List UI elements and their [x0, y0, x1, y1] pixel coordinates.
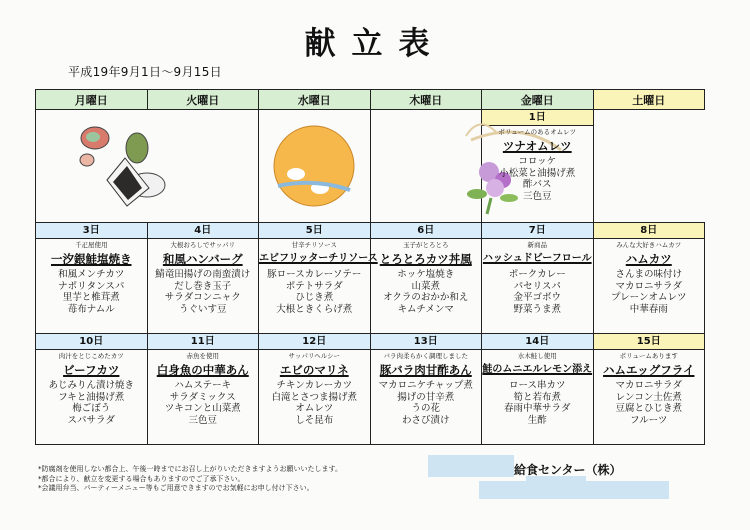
date-label: 12日: [259, 334, 370, 350]
menu-period: 平成19年9月1日～9月15日: [68, 65, 222, 79]
side-dish: 里芋と椎茸煮: [62, 292, 120, 303]
day-cell: [482, 223, 594, 334]
side-dishes: [36, 269, 147, 315]
side-dish: コロッケ: [518, 156, 557, 167]
side-dish: フルーツ: [630, 414, 668, 426]
weekday-tuesday: 火曜日: [147, 90, 259, 110]
dish-note: 水木鮭し使用: [517, 352, 557, 360]
side-dish: サラダミックス: [169, 391, 236, 403]
side-dish: あじみりん漬け焼き: [48, 380, 134, 391]
weekday-friday: 金曜日: [482, 90, 594, 110]
weekday-saturday: 土曜日: [593, 90, 705, 110]
side-dish: 大根ときくらげ煮: [276, 303, 353, 315]
side-dish: 春雨中華サラダ: [504, 403, 571, 414]
main-dish: エビフリッターチリソース: [259, 253, 378, 264]
side-dish: 酢バス: [522, 179, 552, 190]
side-dish: オクラのおかか和え: [383, 292, 469, 303]
dish-note: サッパリヘルシー: [288, 352, 341, 360]
company-name: 給食センター（株）: [514, 463, 622, 477]
page-title: 献立表: [304, 26, 446, 62]
day-cell: [147, 223, 259, 334]
side-dish: マカロニサラダ: [615, 280, 682, 292]
date-label: 7日: [482, 223, 593, 239]
side-dish: パセリスパ: [513, 280, 561, 292]
side-dish: 三色豆: [522, 190, 552, 202]
day-cell: [36, 334, 148, 445]
side-dishes: [148, 380, 259, 426]
side-dish: ポテトサラダ: [285, 280, 343, 292]
side-dish: うぐいす豆: [178, 303, 227, 315]
side-dishes: [594, 269, 705, 315]
side-dish: 鯖竜田揚げの南蛮漬け: [155, 269, 251, 280]
side-dish: 豚ロースカレーソテー: [267, 269, 362, 280]
side-dish: 山菜煮: [411, 280, 440, 292]
weekday-monday: 月曜日: [36, 90, 148, 110]
side-dish: 三色豆: [188, 414, 217, 426]
day-cell: [593, 223, 705, 334]
side-dishes: [594, 380, 705, 426]
main-dish: ハッシュドビーフロール: [482, 253, 592, 264]
day-cell: [147, 334, 259, 445]
side-dish: 金平ゴボウ: [513, 292, 561, 303]
week-row-3: [36, 334, 705, 445]
date-label: 1日: [482, 110, 593, 126]
date-label: 6日: [371, 223, 482, 239]
side-dish: チキンカレーカツ: [276, 380, 353, 391]
footer-note: *防腐剤を使用しない都合上、午後一時までにお召し上がりいただきますようお願いいたします。: [38, 465, 342, 473]
main-dish: 和風ハンバーグ: [162, 252, 243, 266]
onigiri-illustration: [47, 110, 247, 218]
date-label: 13日: [371, 334, 482, 350]
side-dish: マカロニケチャップ煮: [378, 380, 473, 391]
weekday-header-row: [36, 90, 705, 110]
weekday-thursday: 木曜日: [370, 90, 482, 110]
moon-rabbit-illustration-cell: [259, 110, 371, 223]
side-dishes: [148, 269, 259, 315]
side-dishes: [259, 269, 370, 315]
dish-note: 新商品: [527, 241, 547, 249]
footer-note: *都合により、献立を変更する場合もありますのでご了承下さい。: [38, 474, 245, 483]
side-dish: ひじき煮: [295, 292, 334, 303]
main-dish: とろとろカツ丼風: [379, 252, 472, 266]
dish-note: ボリュームあります: [619, 352, 678, 360]
side-dish: マカロニサラダ: [615, 380, 682, 391]
side-dish: 生酢: [527, 414, 547, 426]
dish-note: 肉汁をとじこめたカツ: [58, 352, 124, 360]
main-dish: ビーフカツ: [63, 363, 120, 377]
day-cell: [370, 334, 482, 445]
date-label: 3日: [36, 223, 147, 239]
date-label: 8日: [594, 223, 705, 239]
date-label: 11日: [148, 334, 259, 350]
side-dish: 和風メンチカツ: [58, 269, 125, 280]
side-dishes: [259, 380, 370, 426]
footer-notes: [38, 465, 342, 494]
side-dish: プレーンオムレツ: [611, 292, 687, 303]
day-cell: [259, 334, 371, 445]
side-dish: キムチメンマ: [397, 303, 454, 315]
dish-note: 玉子がとろとろ: [403, 241, 449, 249]
day-cell: [482, 334, 594, 445]
side-dish: しそ昆布: [295, 414, 334, 426]
side-dishes: [371, 380, 482, 426]
main-dish: 鮭のムニエルレモン添え: [482, 364, 593, 375]
dish-note: 赤魚を使用: [186, 352, 219, 360]
side-dishes: [482, 269, 593, 315]
day-cell: [36, 223, 148, 334]
onigiri-illustration-cell: [36, 110, 259, 223]
side-dish: ポークカレー: [508, 269, 566, 280]
side-dish: オムレツ: [295, 403, 334, 414]
day-cell: [593, 334, 705, 445]
flower-illustration: [371, 110, 591, 218]
date-label: 5日: [259, 223, 370, 239]
dish-note: 大根おろしでサッパリ: [170, 241, 236, 249]
side-dishes: [36, 380, 147, 426]
side-dish: ホッケ塩焼き: [397, 269, 455, 280]
footer-note: *会議用弁当、パーティーメニュー等もご用意できますのでお気軽にお申し付け下さい。: [38, 484, 314, 492]
side-dish: フキと油揚げ煮: [58, 391, 125, 403]
side-dish: ロース串カツ: [508, 380, 566, 391]
main-dish: 白身魚の中華あん: [156, 363, 249, 377]
side-dish: 小松菜と油揚げ煮: [499, 167, 576, 179]
side-dish: 苺布ナムル: [67, 303, 115, 315]
side-dish: うの花: [411, 403, 440, 414]
dish-note: みんな大好きハムカツ: [616, 241, 682, 249]
main-dish: ハムエッグフライ: [603, 363, 695, 377]
redaction-mark: [479, 481, 669, 499]
week-row-1: [36, 110, 705, 223]
side-dish: だし巻き玉子: [174, 280, 232, 292]
main-dish: エビのマリネ: [279, 363, 349, 377]
weekday-wednesday: 水曜日: [259, 90, 371, 110]
side-dish: 豆腐とひじき煮: [615, 403, 682, 414]
dish-note: バラ肉柔らかく調理しました: [383, 352, 468, 360]
redaction-mark: [428, 455, 514, 477]
dish-note: ボリュームのあるオムレツ: [498, 128, 577, 136]
main-dish: 豚バラ肉甘酢あん: [379, 363, 472, 377]
main-dish: ハムカツ: [625, 252, 672, 266]
week-row-2: [36, 223, 705, 334]
main-dish: 一汐銀鮭塩焼き: [51, 252, 132, 266]
side-dishes: [482, 380, 593, 426]
dish-note: 千疋屋使用: [75, 241, 108, 249]
side-dish: サラダコンニャク: [164, 292, 241, 303]
side-dish: 白滝とさつま揚げ煮: [271, 391, 357, 403]
date-label: 10日: [36, 334, 147, 350]
side-dish: レンコン土佐煮: [615, 391, 682, 403]
flower-illustration-cell: [370, 110, 482, 223]
side-dish: 筍と若布煮: [513, 391, 561, 403]
side-dish: ハムステーキ: [174, 380, 232, 391]
dish-note: 甘辛チリソース: [291, 241, 337, 249]
main-dish: ツナオムレツ: [502, 139, 572, 153]
side-dish: 中華春雨: [629, 303, 668, 315]
day-cell: [259, 223, 378, 334]
side-dish: ツキコンと山菜煮: [164, 403, 241, 414]
side-dish: さんまの味付け: [615, 269, 682, 280]
side-dish: 梅ごぼう: [72, 403, 111, 414]
side-dish: ナポリタンスパ: [58, 280, 125, 292]
side-dish: わさび漬け: [401, 414, 450, 426]
date-label: 14日: [482, 334, 593, 350]
menu-table: [35, 89, 705, 445]
moon-rabbit-illustration: [260, 110, 368, 218]
side-dish: 揚げの甘辛煮: [397, 391, 455, 403]
side-dish: スパサラダ: [67, 414, 115, 426]
day-cell: [370, 223, 482, 334]
side-dish: 野菜うま煮: [513, 303, 561, 315]
side-dishes: [371, 269, 482, 315]
date-label: 4日: [148, 223, 259, 239]
date-label: 15日: [594, 334, 705, 350]
